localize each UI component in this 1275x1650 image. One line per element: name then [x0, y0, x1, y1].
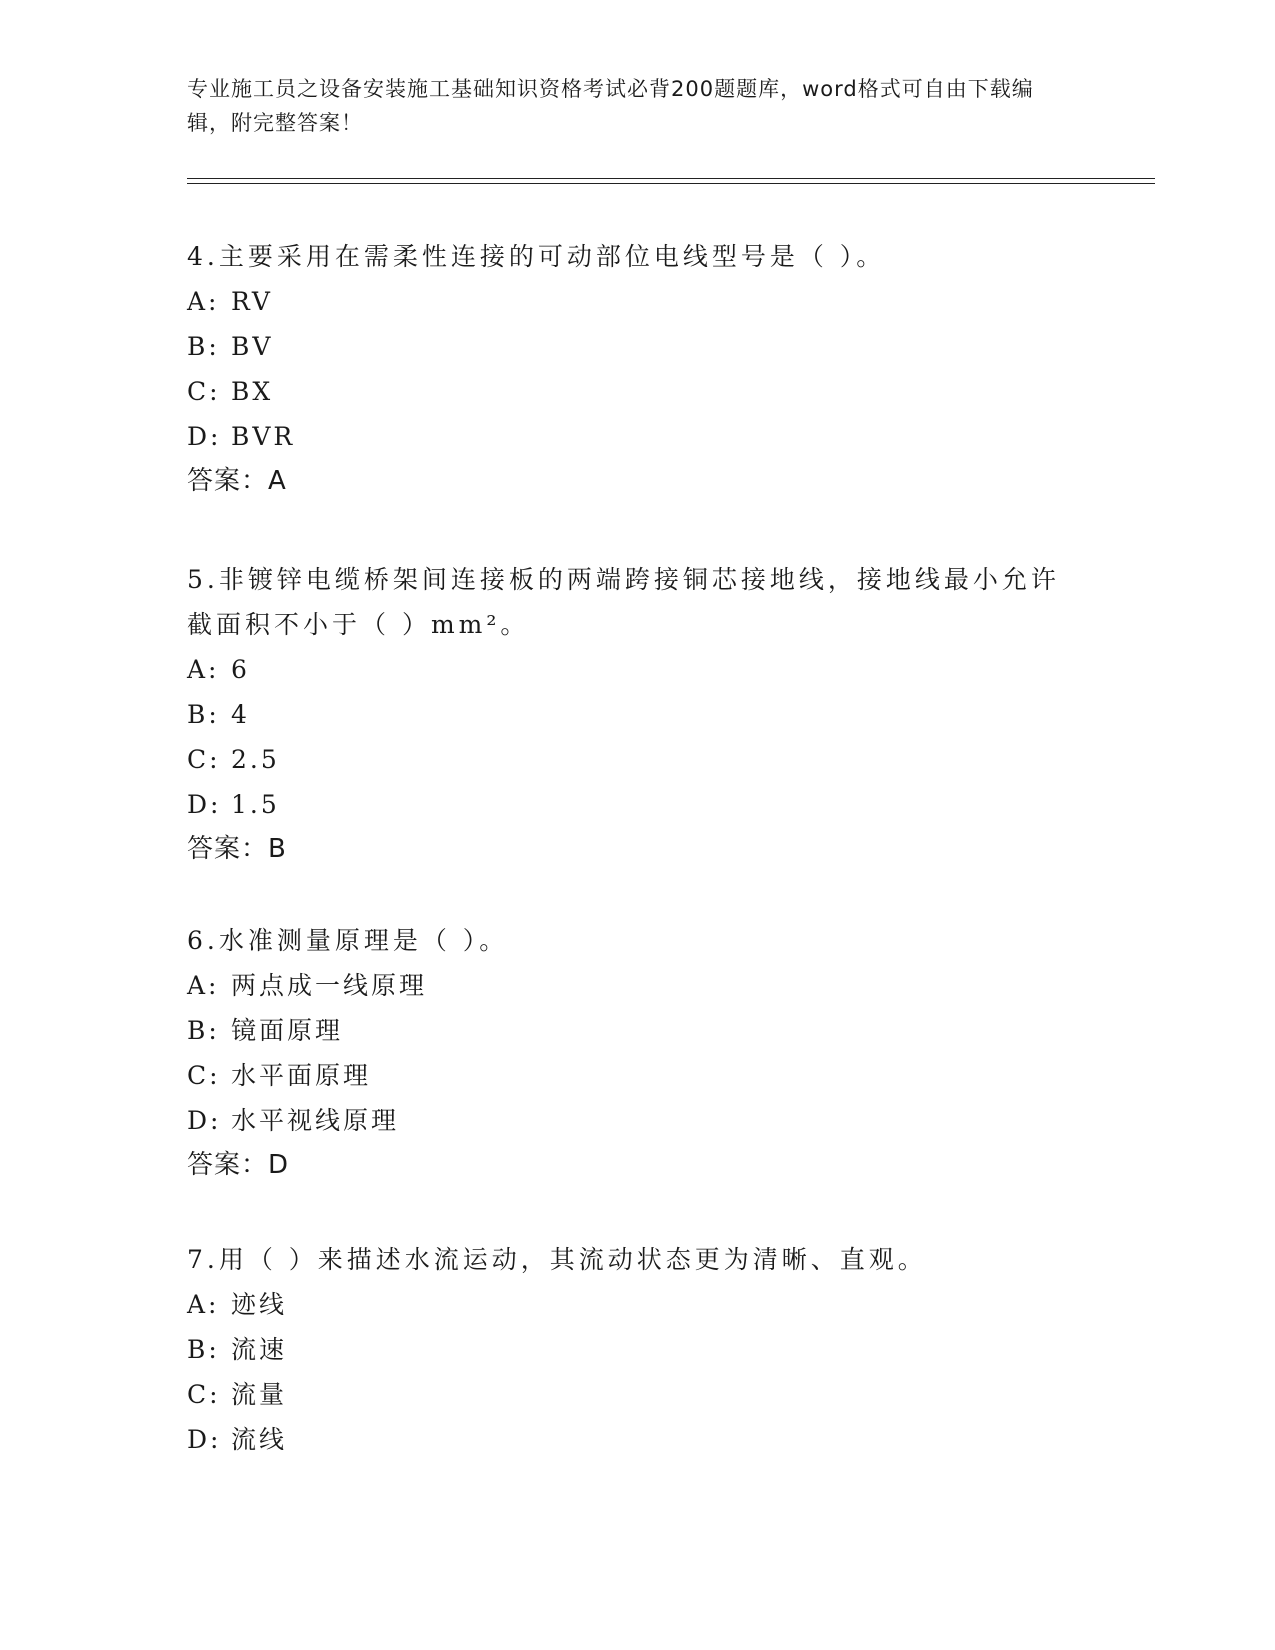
answer-text: 答案：B	[187, 834, 287, 864]
option-b	[187, 1008, 1087, 1053]
option-label: B:	[187, 700, 220, 729]
option-label: C:	[187, 377, 221, 406]
option-a	[187, 963, 1087, 1008]
option-d	[187, 414, 1087, 459]
header-divider-bottom	[187, 183, 1155, 184]
question-4	[187, 234, 1087, 503]
header-divider-top	[187, 178, 1155, 179]
option-label: C:	[187, 745, 221, 774]
option-label: A:	[187, 971, 220, 1000]
option-label: A:	[187, 287, 220, 316]
document-header-title: 专业施工员之设备安装施工基础知识资格考试必背200题题库，word格式可自由下载编辑，附完整答案！	[187, 77, 1034, 135]
option-value: 4	[231, 700, 250, 729]
option-label: D:	[187, 790, 222, 819]
option-c	[187, 1372, 1087, 1417]
option-label: D:	[187, 422, 222, 451]
answer-text: 答案：A	[187, 466, 287, 496]
option-b	[187, 692, 1087, 737]
option-label: B:	[187, 1335, 220, 1364]
option-c	[187, 1053, 1087, 1098]
option-a	[187, 1282, 1087, 1327]
option-label: C:	[187, 1380, 221, 1409]
question-5	[187, 557, 1087, 871]
option-value: 迹线	[231, 1290, 288, 1319]
option-label: C:	[187, 1061, 221, 1090]
option-d	[187, 1417, 1087, 1462]
option-value: BX	[231, 377, 274, 406]
question-7	[187, 1237, 1087, 1462]
question-text: 7.用（ ）来描述水流运动，其流动状态更为清晰、直观。	[187, 1245, 927, 1274]
option-label: B:	[187, 1016, 220, 1045]
option-value: 镜面原理	[231, 1016, 344, 1045]
option-d	[187, 782, 1087, 827]
option-value: 流量	[231, 1380, 288, 1409]
option-value: RV	[231, 287, 273, 316]
option-b	[187, 1327, 1087, 1372]
question-6	[187, 918, 1087, 1187]
option-c	[187, 737, 1087, 782]
option-value: 水平视线原理	[231, 1106, 400, 1135]
option-label: B:	[187, 332, 220, 361]
option-value: 2.5	[231, 745, 280, 774]
option-value: 两点成一线原理	[231, 971, 428, 1000]
option-b	[187, 324, 1087, 369]
option-value: BV	[231, 332, 274, 361]
answer-text: 答案：D	[187, 1150, 290, 1180]
option-d	[187, 1098, 1087, 1143]
option-label: A:	[187, 655, 220, 684]
question-text: 5.非镀锌电缆桥架间连接板的两端跨接铜芯接地线，接地线最小允许截面积不小于（ ）mm²。	[187, 565, 1060, 639]
option-value: 1.5	[231, 790, 280, 819]
option-value: 流线	[231, 1425, 288, 1454]
option-label: A:	[187, 1290, 220, 1319]
option-value: BVR	[231, 422, 296, 451]
question-text: 6.水准测量原理是（ ）。	[187, 926, 509, 955]
option-label: D:	[187, 1425, 222, 1454]
option-value: 流速	[231, 1335, 288, 1364]
option-c	[187, 369, 1087, 414]
option-a	[187, 647, 1087, 692]
option-value: 水平面原理	[231, 1061, 372, 1090]
question-text: 4.主要采用在需柔性连接的可动部位电线型号是（ ）。	[187, 242, 886, 271]
option-value: 6	[231, 655, 250, 684]
option-label: D:	[187, 1106, 222, 1135]
option-a	[187, 279, 1087, 324]
